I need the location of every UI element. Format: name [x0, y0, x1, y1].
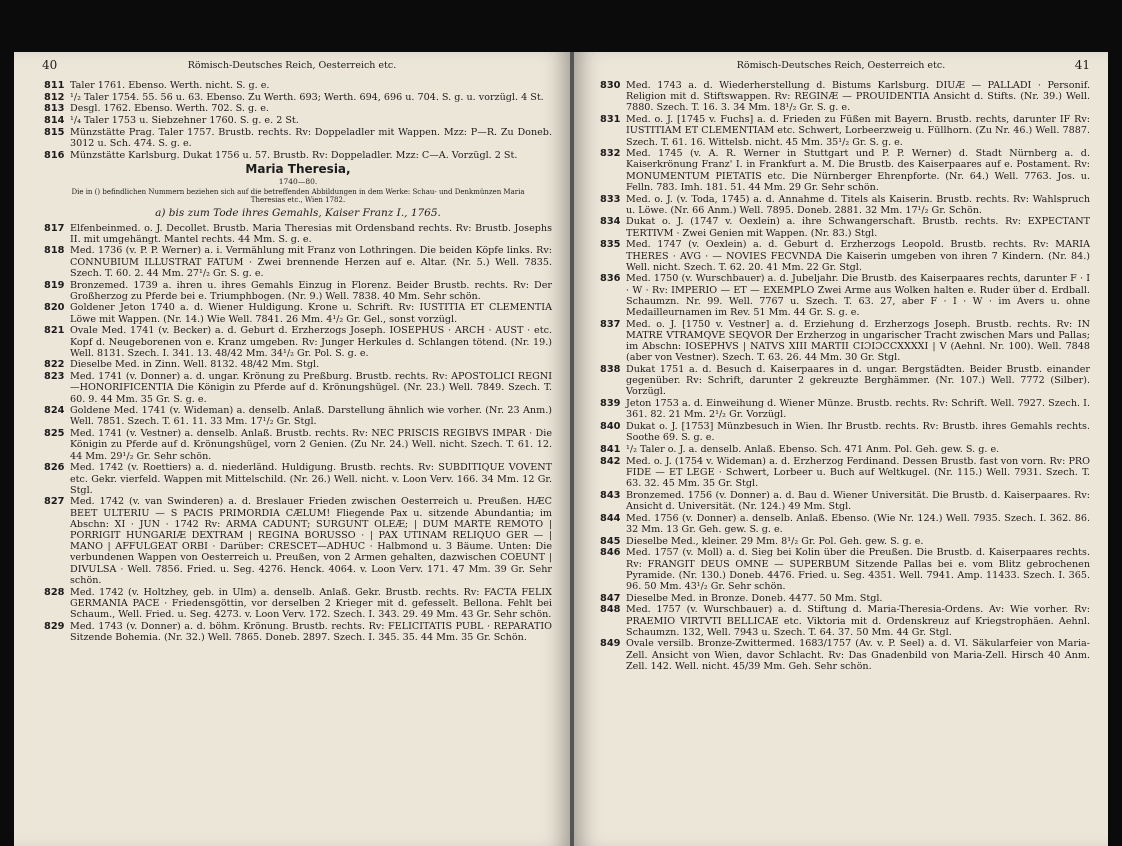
entry-text: ¹/₂ Taler 1754. 55. 56 u. 63. Ebenso. Zu Werth. 693; Werth. 694, 696 u. 704. S. g. u. vorzügl. 4 St.	[70, 91, 544, 103]
entry-number: 834	[600, 216, 621, 228]
entry-number: 823	[44, 371, 65, 383]
entry-text: Med. o. J. [1750 v. Vestner] a. d. Erziehung d. Erzherzogs Joseph. Brustb. rechts. Rv: IN MATRE VTRAMQVE SEQVOR Der Erzherzog in ungarischer Tracht zwischen Mars und Pallas; im Abschn: IOSEPHVS | NATVS XIII MARTII CIƆIƆCCXXXXI | V (Aehnl. Nr. 100). Well. 7848 (aber von Vestner). Szech. T. 63. 26. 44 Mm. 30 Gr. Stgl.	[626, 318, 1090, 364]
catalog-entry	[600, 638, 1090, 672]
entry-text: Bronzemed. 1739 a. ihren u. ihres Gemahls Einzug in Florenz. Beider Brustb. rechts. Rv: Der Großherzog zu Pferde bei e. Triumphbogen. (Nr. 9.) Well. 7838. 40 Mm. Sehr schön.	[70, 279, 552, 302]
catalog-entry	[600, 239, 1090, 273]
entry-number: 844	[600, 512, 621, 524]
entry-text: Med. 1741 (v. Vestner) a. denselb. Anlaß. Brustb. rechts. Rv: NEC PRISCIS REGIBVS IMPAR · Die Königin zu Pferde auf d. Krönungshügel, vorn 2 Genien. (Zu Nr. 24.) Well. nicht. Szech. T. 61. 12. 44 Mm. 29¹/₂ Gr. Sehr schön.	[70, 428, 552, 462]
entry-text: Dukat o. J. (1747 v. Oexlein) a. ihre Schwangerschaft. Brustb. rechts. Rv: EXPECTANT TERTIVM · Zwei Genien mit Wappen. (Nr. 83.) Stgl.	[626, 216, 1090, 239]
catalog-entry	[600, 148, 1090, 193]
page-number: 41	[1074, 58, 1090, 72]
right-page	[574, 52, 1108, 846]
catalog-entry	[600, 194, 1090, 216]
entry-number: 813	[44, 103, 65, 115]
entry-text: Münzstätte Karlsburg. Dukat 1756 u. 57. Brustb. Rv: Doppeladler. Mzz: C—A. Vorzügl. 2 St.	[70, 149, 518, 161]
entry-text: Med. 1741 (v. Donner) a. d. ungar. Krönung zu Preßburg. Brustb. rechts. Rv: APOSTOLICI REGNI—HONORIFICENTIA Die Königin zu Pferde auf d. Krönungshügel. (Nr. 23.) Well. 7849. Szech. T. 60. 9. 44 Mm. 35 Gr. S. g. e.	[70, 371, 552, 405]
catalog-entry	[600, 604, 1090, 638]
entry-number: 816	[44, 149, 65, 161]
entry-text: Med. 1757 (v. Wurschbauer) a. d. Stiftung d. Maria-Theresia-Ordens. Av: Wie vorher. Rv: PRAEMIO VIRTVTI BELLICAE etc. Viktoria mit d. Ordenskreuz auf Kriegstrophäen. Aehnl. Schaumzn. 132, Well. 7943 u. Szech. T. 64. 37. 50 Mm. 44 Gr. Stgl.	[626, 604, 1090, 638]
left-column	[44, 80, 552, 644]
entry-text: Med. 1747 (v. Oexlein) a. d. Geburt d. Erzherzogs Leopold. Brustb. rechts. Rv: MARIA THERES · AVG · — NOVIES FECVNDA Die Kaiserin umgeben von ihren 7 Kindern. (Nr. 84.) Well. nicht. Szech. T. 62. 20. 41 Mm. 22 Gr. Stgl.	[626, 239, 1090, 273]
entry-number: 827	[44, 496, 65, 508]
entry-number: 832	[600, 148, 621, 160]
entry-number: 829	[44, 620, 65, 632]
entry-number: 821	[44, 325, 65, 337]
catalog-entry	[44, 462, 552, 496]
catalog-entry	[44, 359, 552, 370]
catalog-entry	[44, 92, 552, 103]
entry-number: 837	[600, 318, 621, 330]
entry-text: Münzstätte Prag. Taler 1757. Brustb. rechts. Rv: Doppeladler mit Wappen. Mzz: P—R. Zu Doneb. 3012 u. Sch. 474. S. g. e.	[70, 126, 552, 150]
catalog-entry	[44, 302, 552, 324]
catalog-entry	[44, 115, 552, 126]
entry-number: 840	[600, 421, 621, 433]
entry-text: Med. 1742 (v. van Swinderen) a. d. Breslauer Frieden zwischen Oesterreich u. Preußen. HÆC BEET ULTERIU — S PACIS PRIMORDIA CÆLUM! Fliegende Pax u. sitzende Abundantia; im Abschn: XI · JUN · 1742 Rv: ARMA CADUNT; SURGUNT OLEÆ; | DUM MARTE REMOTO | PORRIGIT HUNGARIÆ DEXTRAM | REGINA BORUSSO · | PAX UTINAM RELIQUO GER — | MANO | AFFULGEAT ORBI · Darüber: CRESCET—ADHUC · Halbmond u. 3 Bäume. Unten: Die verbundenen Wappen von Oesterreich u. Preußen, von 2 Armen gehalten, dazwischen COEUNT | DIVULSA · Well. 7856. Fried. u. Seg. 4276. Henck. 4064. v. Loon Verv. 171. 47 Mm. 39 Gr. Sehr schön.	[70, 496, 552, 586]
catalog-entry	[600, 398, 1090, 420]
catalog-entry	[600, 513, 1090, 535]
entry-number: 817	[44, 222, 65, 234]
catalog-entry	[44, 280, 552, 302]
catalog-entry	[600, 421, 1090, 443]
catalog-entry	[44, 371, 552, 405]
entry-text: ¹/₄ Taler 1753 u. Siebzehner 1760. S. g. e. 2 St.	[70, 115, 299, 127]
catalog-entry	[600, 273, 1090, 318]
entry-number: 830	[600, 80, 621, 91]
entry-number: 819	[44, 279, 65, 291]
entry-text: Med. o. J. (1754 v. Wideman) a. d. Erzherzog Ferdinand. Dessen Brustb. fast von vorn. Rv: PRO FIDE — ET LEGE · Schwert, Lorbeer u. Buch auf Weltkugel. (Nr. 115.) Well. 7931. Szech. T. 63. 32. 45 Mm. 35 Gr. Stgl.	[626, 455, 1090, 490]
catalog-entry	[600, 364, 1090, 398]
entry-number: 835	[600, 239, 621, 251]
entry-text: Med. o. J. [1745 v. Fuchs] a. d. Frieden zu Füßen mit Bayern. Brustb. rechts, darunter IF Rv: IUSTITIAM ET CLEMENTIAM etc. Schwert, Lorbeerzweig u. Füllhorn. (Zu Nr. 46.) Well. 7887. Szech. T. 61. 16. Wittelsb. nicht. 45 Mm. 35¹/₂ Gr. S. g. e.	[626, 114, 1090, 148]
catalog-entry	[600, 490, 1090, 512]
entry-text: Ovale versilb. Bronze-Zwittermed. 1683/1757 (Av. v. P. Seel) a. d. VI. Säkularfeier von Maria-Zell. Ansicht von Wien, davor Schlacht. Rv: Das Gnadenbild von Maria-Zell. Hirsch 40 Anm. Zell. 142. Well. nicht. 45/39 Mm. Geh. Sehr schön.	[626, 638, 1090, 672]
entry-text: Med. 1736 (v. P. P. Werner) a. i. Vermählung mit Franz von Lothringen. Die beiden Köpfe links. Rv: CONNUBIUM ILLUSTRAT FATUM · Zwei brennende Herzen auf e. Altar. (Nr. 5.) Well. 7835. Szech. T. 60. 2. 44 Mm. 27¹/₂ Gr. S. g. e.	[70, 245, 552, 279]
entry-number: 812	[44, 91, 65, 103]
entry-number: 845	[600, 535, 621, 547]
entry-number: 838	[600, 364, 621, 376]
catalog-entry	[600, 547, 1090, 592]
catalog-entry	[44, 621, 552, 643]
entry-number: 814	[44, 115, 65, 127]
entry-text: Goldene Med. 1741 (v. Wideman) a. denselb. Anlaß. Darstellung ähnlich wie vorher. (Nr. 23 Anm.) Well. 7851. Szech. T. 61. 11. 33 Mm. 17¹/₂ Gr. Stgl.	[70, 405, 552, 428]
entry-text: Dukat o. J. [1753] Münzbesuch in Wien. Ihr Brustb. rechts. Rv: Brustb. ihres Gemahls rechts. Soothe 69. S. g. e.	[626, 421, 1090, 444]
catalog-entry	[44, 150, 552, 161]
right-page-header	[574, 58, 1108, 76]
catalog-entry	[600, 444, 1090, 455]
catalog-entry	[600, 216, 1090, 238]
entry-text: Med. 1750 (v. Wurschbauer) a. d. Jubeljahr. Die Brustb. des Kaiserpaares rechts, darunter F · I · W · Rv: IMPERIO — ET — EXEMPLO Zwei Arme aus Wolken halten e. Ruder über d. Erdball. Schaumzn. Nr. 99. Well. 7767 u. Szech. T. 63. 27, aber F · I · W · im Avers u. ohne Medailleurnamen im Rev. 51 Mm. 44 Gr. S. g. e.	[626, 273, 1090, 319]
entry-text: Elfenbeinmed. o. J. Decollet. Brustb. Maria Theresias mit Ordensband rechts. Rv: Brustb. Josephs II. mit umgehängt. Mantel rechts. 44 Mm. S. g. e.	[70, 222, 552, 245]
page-number: 40	[42, 58, 58, 72]
entry-text: Med. 1742 (v. Holtzhey, geb. in Ulm) a. denselb. Anlaß. Gekr. Brustb. rechts. Rv: FACTA FELIX GERMANIA PACE · Friedensgöttin, vor derselben 2 Krieger mit d. gefesselt. Bellona. Fehlt bei Schaum., Well. Fried. u. Seg. 4273. v. Loon Verv. 172. Szech. I. 343. 29. 49 Mm. 43 Gr. Sehr schön.	[70, 586, 552, 620]
entry-text: Taler 1761. Ebenso. Werth. nicht. S. g. e.	[70, 80, 270, 91]
entry-number: 828	[44, 586, 65, 598]
catalog-entry	[44, 80, 552, 91]
catalog-entry	[600, 536, 1090, 547]
catalog-entry	[600, 319, 1090, 364]
section-note: Die in () befindlichen Nummern beziehen sich auf die betreffenden Abbildungen in dem Werke: Schau- und Denkmünzen Maria Theresias etc., Wien 1782.	[71, 188, 525, 205]
entries-after-section	[44, 223, 552, 644]
entry-text: Ovale Med. 1741 (v. Becker) a. d. Geburt d. Erzherzogs Joseph. IOSEPHUS · ARCH · AUST · etc. Kopf d. Neugeborenen von e. Kranz umgeben. Rv: Junger Herkules d. Schlangen tötend. (Nr. 19.) Well. 8131. Szech. I. 341. 13. 48/42 Mm. 34¹/₂ Gr. Pol. S. g. e.	[70, 325, 552, 359]
entry-text: Med. 1745 (v. A. R. Werner in Stuttgart und P. P. Werner) d. Stadt Nürnberg a. d. Kaiserkrönung Franz' I. in Frankfurt a. M. Die Brustb. des Kaiserpaares auf e. Postament. Rv: MONUMENTUM PIETATIS etc. Die Nürnberger Ehrenpforte. (Nr. 64.) Well. 7763. Jos. u. Felln. 783. Imh. 181. 51. 44 Mm. 29 Gr. Sehr schön.	[626, 148, 1090, 193]
entry-text: Dukat 1751 a. d. Besuch d. Kaiserpaares in d. ungar. Bergstädten. Beider Brustb. einander gegenüber. Rv: Schrift, darunter 2 gekreuzte Berghämmer. (Nr. 107.) Well. 7772 (Silber). Vorzügl.	[626, 364, 1090, 398]
entry-number: 815	[44, 126, 65, 138]
entry-number: 849	[600, 638, 621, 650]
running-head: Römisch-Deutsches Reich, Oesterreich etc.	[736, 60, 946, 71]
section-subheading: a) bis zum Tode ihres Gemahls, Kaiser Franz I., 1765.	[155, 207, 441, 220]
catalog-entry	[44, 428, 552, 462]
section-years: 1740—80.	[278, 177, 318, 187]
entry-number: 848	[600, 604, 621, 616]
entry-text: Med. 1743 a. d. Wiederherstellung d. Bistums Karlsburg. DIUÆ — PALLADI · Personif. Religion mit d. Stiftswappen. Rv: REGINÆ — PROUIDENTIA Ansicht d. Stifts. (Nr. 39.) Well. 7880. Szech. T. 16. 3. 34 Mm. 18¹/₂ Gr. S. g. e.	[626, 80, 1090, 114]
catalog-entry	[600, 114, 1090, 148]
catalog-entry	[44, 245, 552, 279]
catalog-entry	[44, 325, 552, 359]
entries-before-section	[44, 80, 552, 161]
entry-number: 818	[44, 245, 65, 257]
entry-number: 824	[44, 405, 65, 417]
entry-text: Med. 1742 (v. Roettiers) a. d. niederländ. Huldigung. Brustb. rechts. Rv: SUBDITIQUE VOVENT etc. Gekr. vierfeld. Wappen mit Mittelschild. (Nr. 26.) Well. nicht. v. Loon Verv. 166. 34 Mm. 12 Gr. Stgl.	[70, 462, 552, 496]
entry-number: 822	[44, 359, 65, 371]
entry-number: 820	[44, 302, 65, 314]
catalog-entry	[600, 80, 1090, 114]
entry-text: Bronzemed. 1756 (v. Donner) a. d. Bau d. Wiener Universität. Die Brustb. d. Kaiserpaares. Rv: Ansicht d. Universität. (Nr. 124.) 49 Mm. Stgl.	[626, 489, 1090, 513]
entry-number: 846	[600, 547, 621, 559]
entry-number: 825	[44, 428, 65, 440]
entry-number: 836	[600, 273, 621, 285]
entry-number: 833	[600, 193, 621, 205]
entry-number: 826	[44, 462, 65, 474]
entry-text: Dieselbe Med. in Bronze. Doneb. 4477. 50 Mm. Stgl.	[626, 592, 883, 604]
catalog-entry	[44, 587, 552, 621]
entry-number: 843	[600, 489, 621, 501]
catalog-entry	[44, 223, 552, 245]
entry-text: Goldener Jeton 1740 a. d. Wiener Huldigung. Krone u. Schrift. Rv: IUSTITIA ET CLEMENTIA Löwe mit Wappen. (Nr. 14.) Wie Well. 7841. 26 Mm. 4¹/₂ Gr. Gel., sonst vorzügl.	[70, 302, 552, 325]
entry-text: Med. o. J. (v. Toda, 1745) a. d. Annahme d. Titels als Kaiserin. Brustb. rechts. Rv: Wahlspruch u. Löwe. (Nr. 66 Anm.) Well. 7895. Doneb. 2881. 32 Mm. 17¹/₂ Gr. Schön.	[626, 193, 1090, 216]
entry-text: Jeton 1753 a. d. Einweihung d. Wiener Münze. Brustb. rechts. Rv: Schrift. Well. 7927. Szech. I. 361. 82. 21 Mm. 2¹/₂ Gr. Vorzügl.	[626, 398, 1090, 421]
catalog-entry	[600, 456, 1090, 490]
entry-text: Med. 1756 (v. Donner) a. denselb. Anlaß. Ebenso. (Wie Nr. 124.) Well. 7935. Szech. I. 362. 86. 32 Mm. 13 Gr. Geh. gew. S. g. e.	[626, 512, 1090, 535]
entry-number: 831	[600, 114, 621, 126]
left-page-header	[14, 58, 570, 76]
entry-text: Dieselbe Med. in Zinn. Well. 8132. 48/42 Mm. Stgl.	[70, 359, 320, 371]
book-spread	[14, 52, 1108, 846]
left-page	[14, 52, 570, 846]
section-title: Maria Theresia,	[245, 161, 351, 176]
catalog-entry	[44, 127, 552, 149]
catalog-entry	[600, 593, 1090, 604]
entry-text: Desgl. 1762. Ebenso. Werth. 702. S. g. e.	[70, 103, 269, 115]
entry-text: Med. 1757 (v. Moll) a. d. Sieg bei Kolin über die Preußen. Die Brustb. d. Kaiserpaares rechts. Rv: FRANGIT DEUS OMNE — SUPERBUM Sitzende Pallas bei e. vom Blitz gebrochenen Pyramide. (Nr. 130.) Doneb. 4476. Fried. u. Seg. 4351. Well. 7941. Amp. 11433. Szech. I. 365. 96. 50 Mm. 43¹/₂ Gr. Sehr schön.	[626, 547, 1090, 592]
entry-text: Dieselbe Med., kleiner. 29 Mm. 8¹/₂ Gr. Pol. Geh. gew. S. g. e.	[626, 535, 924, 547]
entry-text: ¹/₂ Taler o. J. a. denselb. Anlaß. Ebenso. Sch. 471 Anm. Pol. Geh. gew. S. g. e.	[626, 444, 1000, 455]
catalog-entry	[44, 496, 552, 586]
entry-number: 842	[600, 455, 621, 467]
entry-text: Med. 1743 (v. Donner) a. d. böhm. Krönung. Brustb. rechts. Rv: FELICITATIS PUBL · REPARATIO Sitzende Bohemia. (Nr. 32.) Well. 7865. Doneb. 2897. Szech. I. 345. 35. 44 Mm. 35 Gr. Schön.	[70, 620, 552, 643]
entry-number: 841	[600, 444, 621, 455]
catalog-entry	[44, 103, 552, 114]
entry-number: 839	[600, 398, 621, 410]
catalog-entry	[44, 405, 552, 427]
entry-number: 847	[600, 592, 621, 604]
running-head: Römisch-Deutsches Reich, Oesterreich etc.	[187, 60, 397, 71]
right-column	[600, 80, 1090, 673]
entry-number: 811	[44, 80, 65, 91]
